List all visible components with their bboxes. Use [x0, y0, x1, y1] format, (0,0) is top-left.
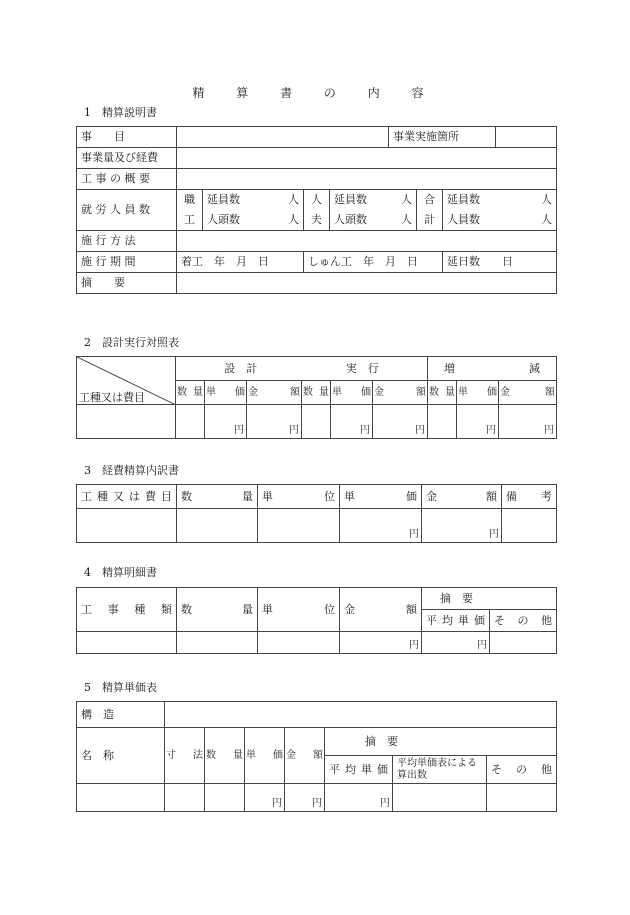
sekkei-jikko-header: 設 計 実 行 — [176, 357, 428, 381]
col-tekiyo-5: 摘 要 — [325, 728, 557, 756]
section-1-heading: 1 精算説明書 — [84, 106, 157, 119]
s5-field-santei — [393, 784, 487, 812]
field-kozo — [165, 702, 557, 728]
jinin-3: 人員数 — [443, 210, 496, 231]
suryo-1: 数 量 — [176, 381, 205, 405]
col-tanka: 単 価 — [340, 485, 422, 509]
field-tekiyo — [177, 273, 557, 294]
s3-field-koshu — [77, 509, 177, 543]
yen-5: 円 — [457, 405, 499, 439]
yen-2: 円 — [247, 405, 302, 439]
col-suryo-5: 数 量 — [205, 728, 245, 784]
kingaku-1: 金 額 — [247, 381, 302, 405]
label-meisho: 名 称 — [77, 728, 165, 784]
s2-field-suryo-3 — [428, 405, 457, 439]
s5-field-meisho — [77, 784, 165, 812]
s5-field-sunpo — [165, 784, 205, 812]
nin-2: 人 — [389, 190, 417, 211]
col-sunpo: 寸 法 — [165, 728, 205, 784]
label-jigyoryo: 事業量及び経費 — [77, 148, 177, 169]
tanka-1: 単 価 — [205, 381, 247, 405]
section-2-heading: 2 設計実行対照表 — [84, 336, 179, 349]
s3-field-suryo — [177, 509, 258, 543]
col-sonota-4: そ の 他 — [490, 610, 557, 632]
s2-field-suryo-2 — [302, 405, 331, 439]
yen-3: 円 — [331, 405, 373, 439]
col-biko: 備 考 — [502, 485, 557, 509]
col-tani: 単 位 — [258, 485, 340, 509]
nobe-days: 延日数 日 — [443, 252, 557, 273]
chakko-date: 着工 年 月 日 — [177, 252, 304, 273]
label-tekiyo: 摘 要 — [77, 273, 177, 294]
diagonal-header-cell — [77, 357, 176, 405]
kingaku-3: 金 額 — [499, 381, 557, 405]
expense-breakdown-table — [76, 484, 557, 543]
s3-yen-kingaku: 円 — [422, 509, 502, 543]
s4-field-tani — [258, 632, 340, 654]
col-tekiyo-4: 摘 要 — [422, 588, 557, 610]
col-koshu: 工種又は費目 — [77, 485, 177, 509]
col-suryo-4: 数 量 — [177, 588, 258, 632]
settlement-description-table — [76, 126, 557, 294]
tanka-3: 単 価 — [457, 381, 499, 405]
field-jigyo-basho — [496, 127, 557, 148]
nobe-2: 延員数 — [330, 190, 389, 211]
design-execution-table — [76, 356, 557, 439]
s4-field-sonota — [490, 632, 557, 654]
shunko-date: しゅん工 年 月 日 — [304, 252, 443, 273]
field-hoho — [177, 231, 557, 252]
yen-6: 円 — [499, 405, 557, 439]
label-shuro: 就 労 人 員 数 — [77, 190, 177, 231]
col-heikin-4: 平均単価 — [422, 610, 490, 632]
shoku-char: 職 — [177, 190, 203, 211]
yen-4: 円 — [373, 405, 428, 439]
nin-6: 人 — [496, 210, 557, 231]
col-tanka-5: 単 価 — [245, 728, 285, 784]
nin-3: 人 — [496, 190, 557, 211]
kei-char: 計 — [417, 210, 443, 231]
suryo-3: 数 量 — [428, 381, 457, 405]
go-char: 合 — [417, 190, 443, 211]
suryo-2: 数 量 — [302, 381, 331, 405]
s4-yen-heikin: 円 — [422, 632, 490, 654]
atama-1: 人頭数 — [203, 210, 277, 231]
s5-yen-kingaku: 円 — [285, 784, 325, 812]
label-jigyo-basho: 事業実施箇所 — [389, 127, 496, 148]
col-kingaku-4: 金 額 — [340, 588, 422, 632]
label-kozo: 構 造 — [77, 702, 165, 728]
s3-field-biko — [502, 509, 557, 543]
fu-char: 夫 — [304, 210, 330, 231]
section-5-heading: 5 精算単価表 — [84, 681, 157, 694]
atama-2: 人頭数 — [330, 210, 389, 231]
section-4-heading: 4 精算明細書 — [84, 566, 157, 579]
col-koji-shurui: 工 事 種 類 — [77, 588, 177, 632]
settlement-detail-table — [76, 587, 557, 654]
col-sonota-5: そ の 他 — [487, 756, 557, 784]
label-gaiyo: 工 事 の 概 要 — [77, 169, 177, 190]
section-3-heading: 3 経費精算内訳書 — [84, 464, 179, 477]
s5-field-sonota — [487, 784, 557, 812]
field-jigyoryo — [177, 148, 557, 169]
nobe-1: 延員数 — [203, 190, 277, 211]
col-suryo: 数 量 — [177, 485, 258, 509]
nin-1: 人 — [277, 190, 304, 211]
s2-field-suryo-1 — [176, 405, 205, 439]
col-tani-4: 単 位 — [258, 588, 340, 632]
nin-char: 人 — [304, 190, 330, 211]
yen-1: 円 — [205, 405, 247, 439]
s3-field-tani — [258, 509, 340, 543]
ko-char: 工 — [177, 210, 203, 231]
kingaku-2: 金 額 — [373, 381, 428, 405]
unit-price-table — [76, 701, 557, 812]
diag-label: 工種又は費目 — [79, 390, 145, 404]
s2-field-koshu — [77, 405, 176, 439]
nobe-3: 延員数 — [443, 190, 496, 211]
nin-5: 人 — [389, 210, 417, 231]
label-jimoku: 事 目 — [77, 127, 177, 148]
nin-4: 人 — [277, 210, 304, 231]
label-hoho: 施 行 方 法 — [77, 231, 177, 252]
s4-field-suryo — [177, 632, 258, 654]
label-kikan: 施 行 期 間 — [77, 252, 177, 273]
page-title: 精 算 書 の 内 容 — [192, 86, 438, 100]
s3-yen-tanka: 円 — [340, 509, 422, 543]
s5-yen-tanka: 円 — [245, 784, 285, 812]
field-jimoku — [177, 127, 389, 148]
tanka-2: 単 価 — [331, 381, 373, 405]
zougen-header: 増 減 — [428, 357, 557, 381]
field-gaiyo — [177, 169, 557, 190]
col-santei: 平均単価表による算出数 — [393, 756, 487, 784]
s5-yen-heikin: 円 — [325, 784, 393, 812]
s4-field-shurui — [77, 632, 177, 654]
s4-yen-kingaku: 円 — [340, 632, 422, 654]
col-kingaku-5: 金 額 — [285, 728, 325, 784]
col-kingaku: 金 額 — [422, 485, 502, 509]
col-heikin-5: 平均単価 — [325, 756, 393, 784]
s5-field-suryo — [205, 784, 245, 812]
